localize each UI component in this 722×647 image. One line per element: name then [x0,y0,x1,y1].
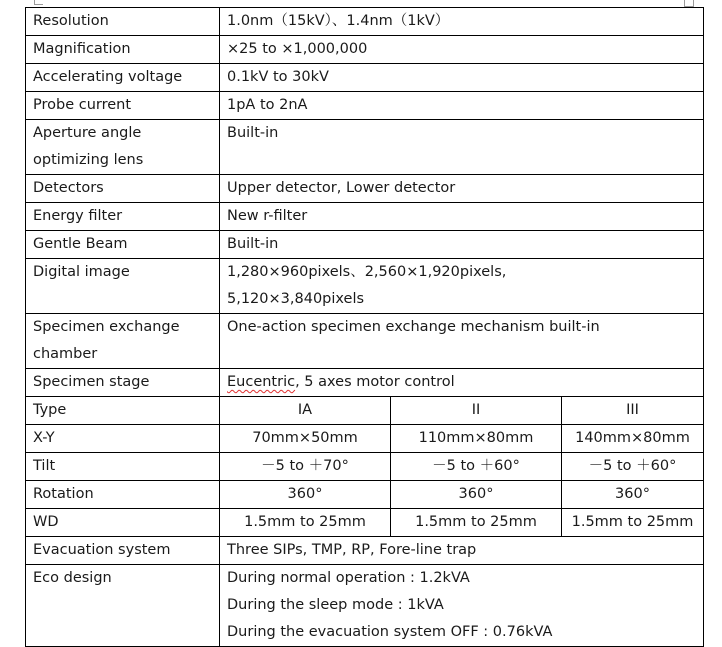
row-label: Specimen stage [26,369,220,397]
row-value-line: During the evacuation system OFF : 0.76kVA [227,624,553,640]
table-row-specimen-exchange [26,314,704,369]
row-label: Magnification [26,36,220,64]
row-value: New r-filter [220,203,704,231]
row-value: 1.0nm（15kV）、1.4nm（1kV） [220,8,704,36]
row-value-line: 5,120×3,840pixels [227,291,365,307]
specifications-table [25,7,704,647]
xy-cell: 140mm×80mm [562,425,704,453]
table-row-rotation [26,481,704,509]
row-value-line: During normal operation : 1.2kVA [227,570,470,586]
row-label: Resolution [26,8,220,36]
row-label: X-Y [26,425,220,453]
table-row-digital-image [26,259,704,314]
row-label-line: Specimen exchange [33,319,180,335]
table-row-accelerating-voltage [26,64,704,92]
row-value: ×25 to ×1,000,000 [220,36,704,64]
table-row-resolution [26,8,704,36]
table-row-tilt [26,453,704,481]
table-row-gentle-beam [26,231,704,259]
row-label: Accelerating voltage [26,64,220,92]
tilt-cell: －5 to ＋70° [220,453,391,481]
row-value: 1pA to 2nA [220,92,704,120]
row-label: Energy filter [26,203,220,231]
row-value-line: 1,280×960pixels、2,560×1,920pixels, [227,264,507,280]
rotation-cell: 360° [562,481,704,509]
row-value: Three SIPs, TMP, RP, Fore-line trap [220,537,704,565]
table-row-eco-design [26,565,704,647]
corner-crop-mark [34,0,43,5]
row-value-line: During the sleep mode : 1kVA [227,597,444,613]
row-value: Upper detector, Lower detector [220,175,704,203]
xy-cell: 70mm×50mm [220,425,391,453]
tilt-cell: －5 to ＋60° [562,453,704,481]
type-cell: III [562,397,704,425]
row-label [26,120,220,175]
table-row-probe-current [26,92,704,120]
wd-cell: 1.5mm to 25mm [391,509,562,537]
corner-crop-mark [684,0,694,7]
wd-cell: 1.5mm to 25mm [220,509,391,537]
row-label [26,314,220,369]
row-label: Rotation [26,481,220,509]
table-row-magnification [26,36,704,64]
type-cell: II [391,397,562,425]
row-value: Built-in [220,231,704,259]
row-value: Built-in [220,120,704,175]
table-row-wd [26,509,704,537]
row-label: Tilt [26,453,220,481]
row-label: Eco design [26,565,220,647]
row-label: Probe current [26,92,220,120]
table-row-aperture-angle [26,120,704,175]
table-row-specimen-stage [26,369,704,397]
row-label: Detectors [26,175,220,203]
table-row-energy-filter [26,203,704,231]
table-row-type [26,397,704,425]
row-label-line: chamber [33,346,98,362]
row-label-line: Aperture angle [33,125,142,141]
row-value: 0.1kV to 30kV [220,64,704,92]
wd-cell: 1.5mm to 25mm [562,509,704,537]
row-value [220,369,704,397]
row-label: WD [26,509,220,537]
row-label: Gentle Beam [26,231,220,259]
type-cell: IA [220,397,391,425]
spellcheck-underlined-word: Eucentric [227,374,296,390]
row-label: Evacuation system [26,537,220,565]
rotation-cell: 360° [220,481,391,509]
row-label: Type [26,397,220,425]
table-row-xy [26,425,704,453]
row-value: One-action specimen exchange mechanism built-in [220,314,704,369]
table-row-detectors [26,175,704,203]
tilt-cell: －5 to ＋60° [391,453,562,481]
row-value [220,259,704,314]
row-value-rest: , 5 axes motor control [295,374,455,390]
row-label-line: optimizing lens [33,152,144,168]
table-row-evacuation-system [26,537,704,565]
row-value [220,565,704,647]
row-label: Digital image [26,259,220,314]
xy-cell: 110mm×80mm [391,425,562,453]
rotation-cell: 360° [391,481,562,509]
